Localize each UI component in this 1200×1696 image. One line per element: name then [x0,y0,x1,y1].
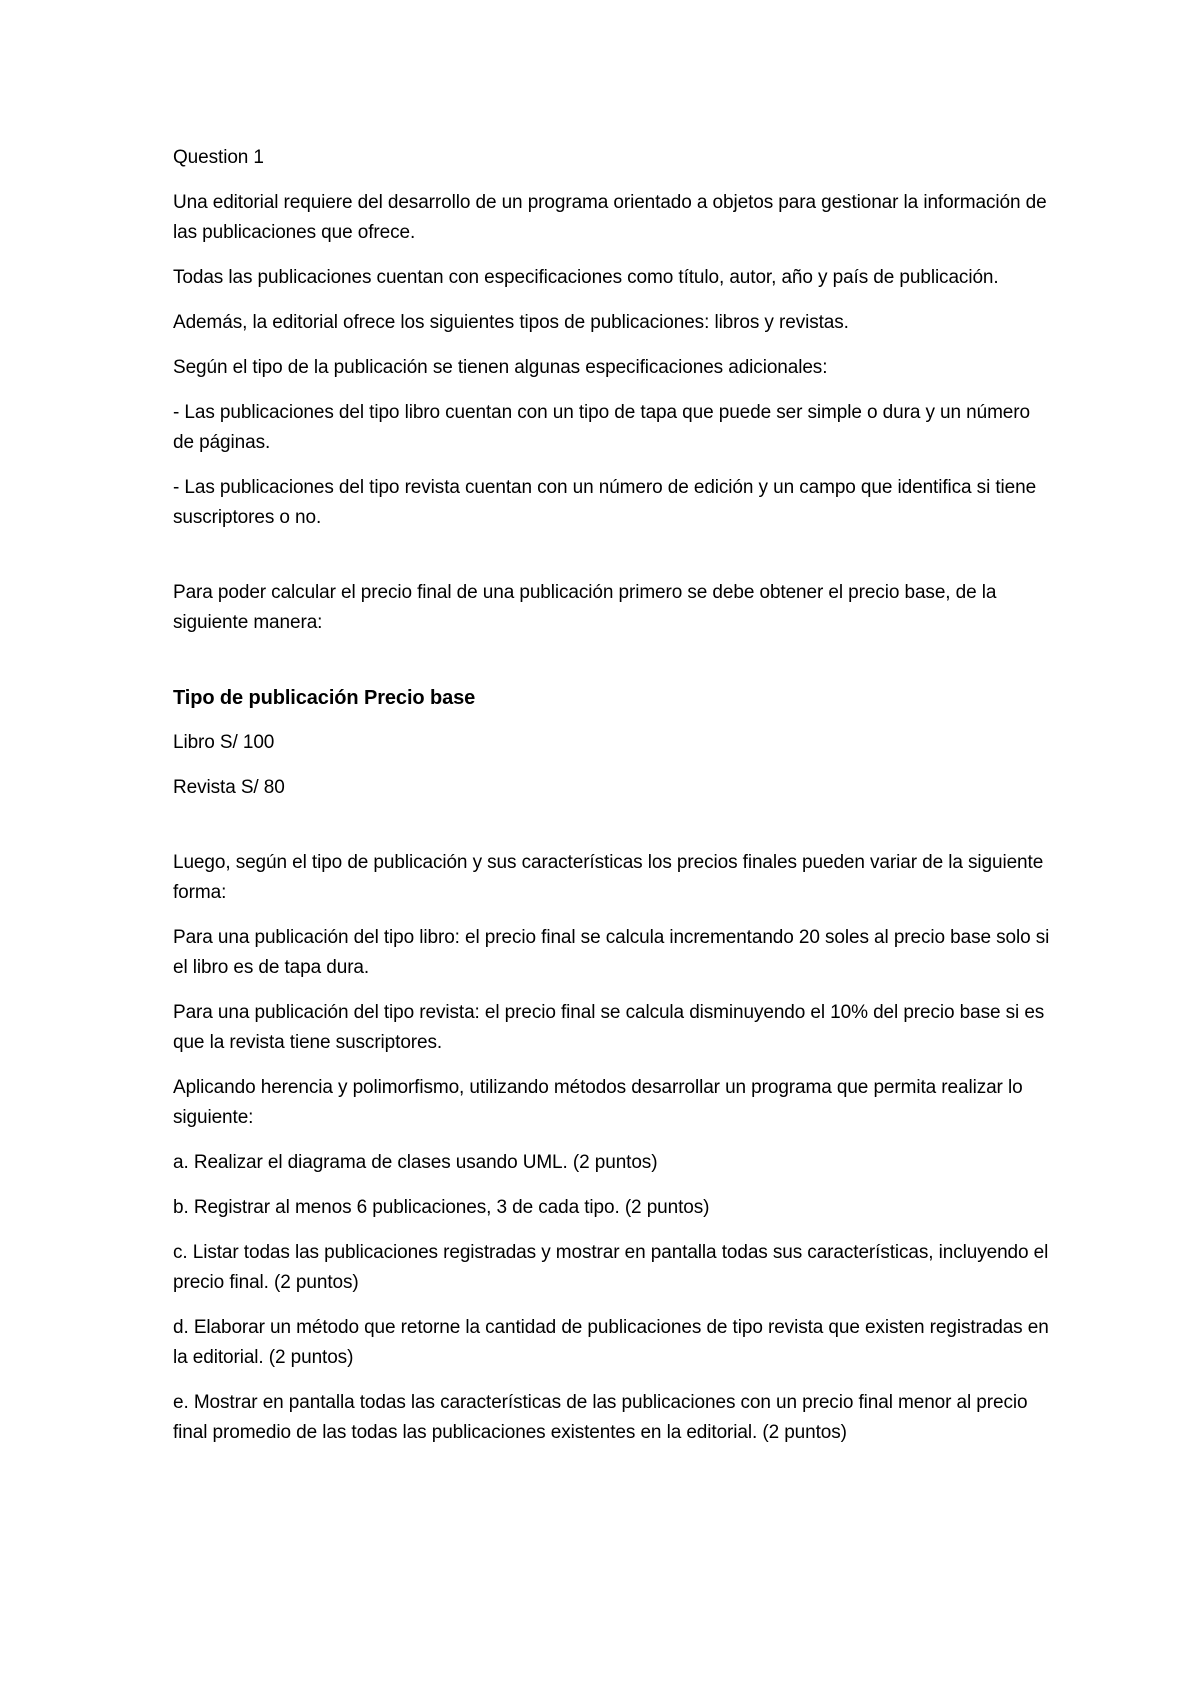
final-price-intro-paragraph: Luego, según el tipo de publicación y sus características los precios finales pueden variar de la siguiente forma: [173,852,1044,903]
specifications-paragraph: Todas las publicaciones cuentan con especificaciones como título, autor, año y país de publicación. [173,267,999,288]
task-item: d. Elaborar un método que retorne la cantidad de publicaciones de tipo revista que existen registradas en la editorial. (2 puntos) [173,1317,1049,1368]
book-specs-paragraph: - Las publicaciones del tipo libro cuentan con un tipo de tapa que puede ser simple o dura y un número de páginas. [173,402,1030,453]
task-item: a. Realizar el diagrama de clases usando UML. (2 puntos) [173,1152,658,1173]
task-item: c. Listar todas las publicaciones registradas y mostrar en pantalla todas sus características, incluyendo el precio final. (2 puntos) [173,1242,1049,1293]
types-paragraph: Además, la editorial ofrece los siguientes tipos de publicaciones: libros y revistas. [173,312,849,333]
magazine-specs-paragraph: - Las publicaciones del tipo revista cuentan con un número de edición y un campo que identifica si tiene suscriptores o no. [173,477,1037,528]
task-item: b. Registrar al menos 6 publicaciones, 3 de cada tipo. (2 puntos) [173,1197,710,1218]
document-body [173,143,1053,1463]
price-table-heading: Tipo de publicación Precio base [173,687,476,709]
magazine-final-price-paragraph: Para una publicación del tipo revista: el precio final se calcula disminuyendo el 10% del precio base si es que la revista tiene suscriptores. [173,1002,1045,1053]
instructions-paragraph: Aplicando herencia y polimorfismo, utilizando métodos desarrollar un programa que permita realizar lo siguiente: [173,1077,1023,1128]
intro-paragraph: Una editorial requiere del desarrollo de un programa orientado a objetos para gestionar la información de las publicaciones que ofrece. [173,192,1047,243]
base-price-intro-paragraph: Para poder calcular el precio final de una publicación primero se debe obtener el precio base, de la siguiente manera: [173,582,997,633]
task-item: e. Mostrar en pantalla todas las características de las publicaciones con un precio final menor al precio final promedio de las todas las publicaciones existentes en la editorial. (2 puntos) [173,1392,1028,1443]
book-final-price-paragraph: Para una publicación del tipo libro: el precio final se calcula incrementando 20 soles al precio base solo si el libro es de tapa dura. [173,927,1050,978]
additional-specs-paragraph: Según el tipo de la publicación se tienen algunas especificaciones adicionales: [173,357,828,378]
question-title: Question 1 [173,147,264,168]
price-table-row: Revista S/ 80 [173,777,285,798]
price-table-row: Libro S/ 100 [173,732,275,753]
